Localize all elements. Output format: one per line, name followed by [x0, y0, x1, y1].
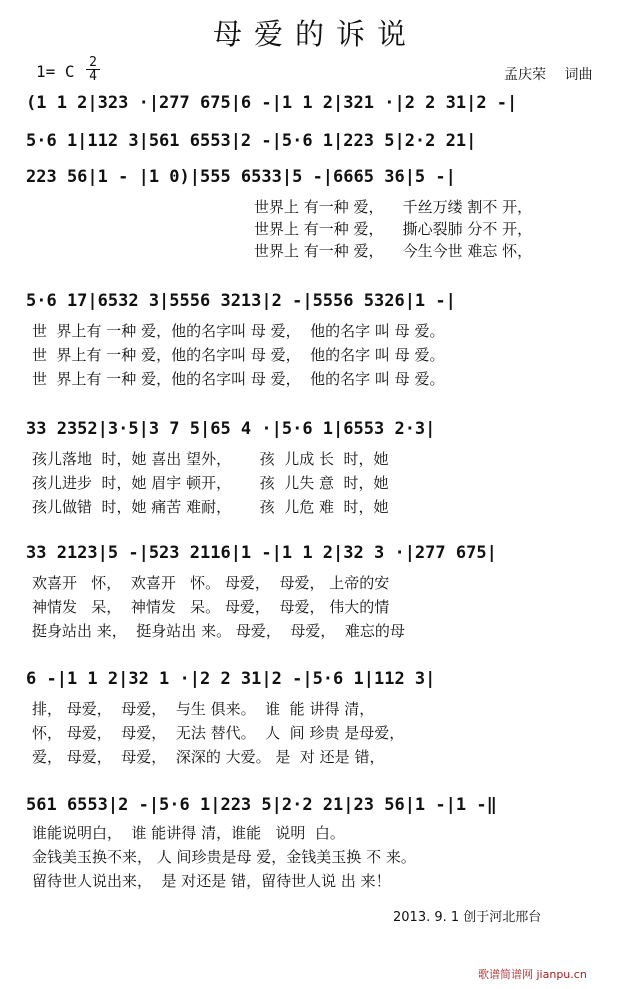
lyric-line: 留待世人说出来， 是 对还是 错，留待世人说 出 来！: [32, 872, 391, 890]
key-signature: 1= C: [36, 62, 75, 81]
meter-top: 2: [89, 55, 97, 70]
meter-bottom: 4: [89, 69, 97, 84]
notation-system-8: 561 6553|2 -|5·6 1|223 5|2·2 21|23 56|1 -|1 -‖: [26, 795, 497, 815]
date-note: 2013. 9. 1 创于河北邢台: [393, 910, 542, 925]
credits: [504, 64, 606, 84]
lyric-line: 世 界上有 一种 爱，他的名字叫 母 爱， 他的名字 叫 母 爱。: [32, 370, 445, 388]
lyricist: 孟庆荣: [504, 67, 546, 83]
lyric-line: 世 界上有 一种 爱，他的名字叫 母 爱， 他的名字 叫 母 爱。: [32, 322, 445, 340]
lyric-line: 孩儿做错 时，她 痛苦 难耐， 孩 儿危 难 时，她: [32, 498, 389, 516]
lyric-line: 孩儿落地 时，她 喜出 望外， 孩 儿成 长 时，她: [32, 450, 389, 468]
lyric-line: 世界上 有一种 爱， 今生今世 难忘 怀，: [254, 242, 533, 260]
lyric-line: 孩儿进步 时，她 眉宇 顿开， 孩 儿失 意 时，她: [32, 474, 389, 492]
notation-system-3: 223 56|1 - |1 0)|555 6533|5 -|6665 36|5 -|: [26, 167, 456, 187]
lyric-line: 金钱美玉换不来， 人 间珍贵是母 爱，金钱美玉换 不 来。: [32, 848, 416, 866]
lyric-line: 怀， 母爱， 母爱， 无法 替代。 人 间 珍贵 是母爱，: [32, 724, 405, 742]
notation-system-2: 5·6 1|112 3|561 6553|2 -|5·6 1|223 5|2·2 21|: [26, 131, 477, 151]
lyric-line: 世界上 有一种 爱， 千丝万缕 割不 开，: [254, 198, 533, 216]
page-title: 母爱的诉说: [212, 17, 418, 51]
lyric-line: 欢喜开 怀， 欢喜开 怀。 母爱， 母爱， 上帝的安: [32, 574, 390, 592]
lyric-line: 谁能说明白， 谁 能讲得 清，谁能 说明 白。: [32, 824, 345, 842]
lyric-line: 世界上 有一种 爱， 撕心裂肺 分不 开，: [254, 220, 533, 238]
lyric-line: 爱， 母爱， 母爱， 深深的 大爱。 是 对 还是 错，: [32, 748, 385, 766]
notation-system-7: 6 -|1 1 2|32 1 ·|2 2 31|2 -|5·6 1|112 3|: [26, 669, 436, 689]
notation-system-1: (1 1 2|323 ·|277 675|6 -|1 1 2|321 ·|2 2 31|2 -|: [26, 93, 518, 113]
lyric-line: 世 界上有 一种 爱，他的名字叫 母 爱， 他的名字 叫 母 爱。: [32, 346, 445, 364]
notation-system-6: 33 2123|5 -|523 2116|1 -|1 1 2|32 3 ·|277 675|: [26, 543, 497, 563]
notation-system-4: 5·6 17|6532 3|5556 3213|2 -|5556 5326|1 -|: [26, 291, 456, 311]
lyric-line: 排， 母爱， 母爱， 与生 俱来。 谁 能 讲得 清，: [32, 700, 375, 718]
time-signature: [86, 56, 100, 83]
credit-role: 词曲: [564, 67, 593, 83]
lyric-line: 挺身站出 来， 挺身站出 来。 母爱， 母爱， 难忘的母: [32, 622, 405, 640]
notation-system-5: 33 2352|3·5|3 7 5|65 4 ·|5·6 1|6553 2·3|: [26, 419, 436, 439]
watermark: 歌谱简谱网 jianpu.cn: [478, 968, 587, 981]
lyric-line: 神情发 呆， 神情发 呆。 母爱， 母爱， 伟大的情: [32, 598, 390, 616]
